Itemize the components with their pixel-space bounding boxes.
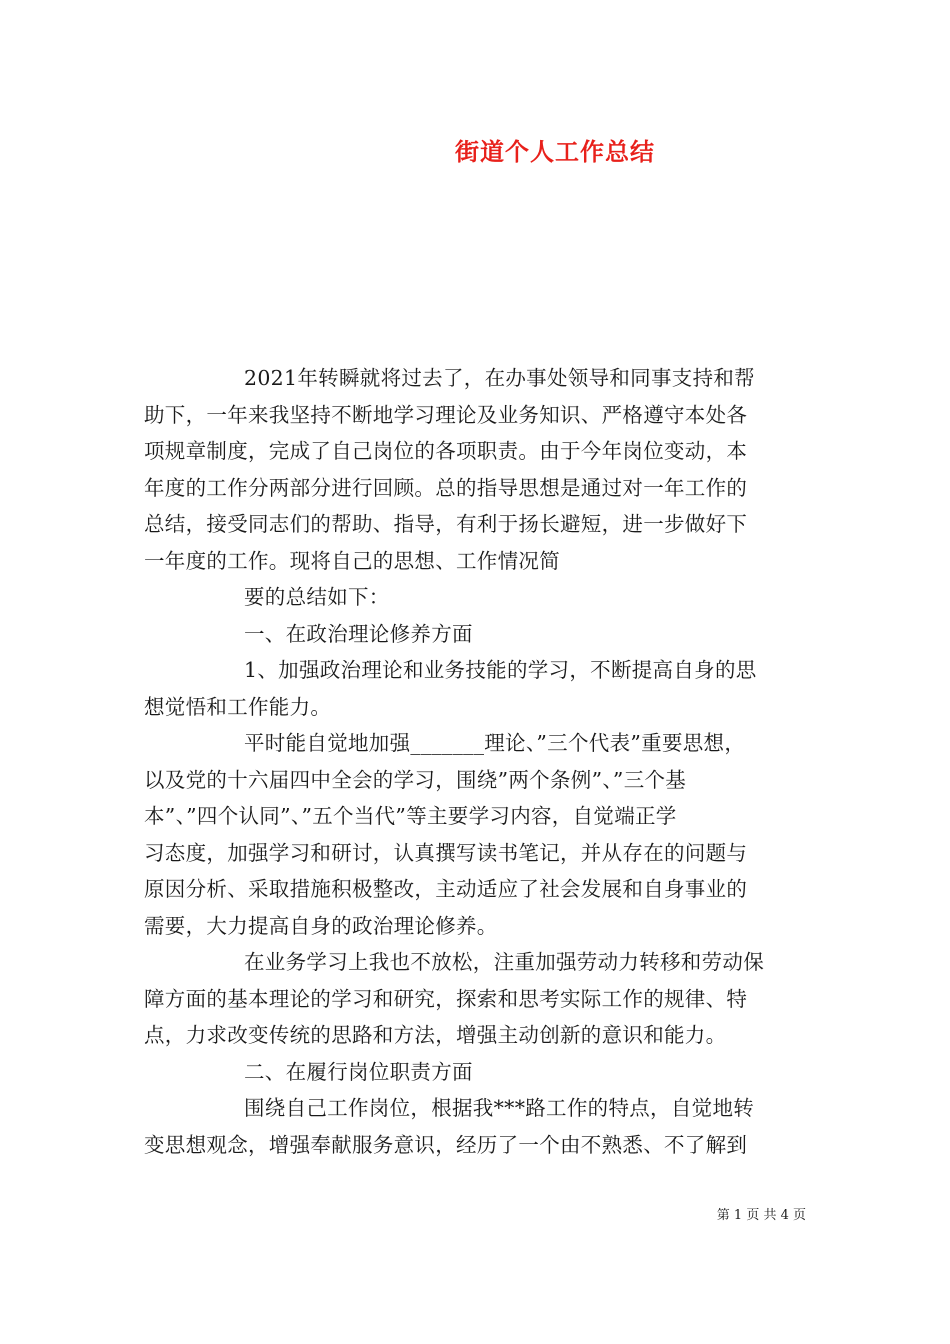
- text-line: 习态度，加强学习和研讨，认真撰写读书笔记，并从存在的问题与: [144, 840, 748, 865]
- text-line: 年度的工作分两部分进行回顾。总的指导思想是通过对一年工作的: [144, 475, 748, 500]
- text-line: 总结，接受同志们的帮助、指导，有利于扬长避短，进一步做好下: [144, 512, 748, 536]
- text-line: 点，力求改变传统的思路和方法，增强主动创新的意识和能力。: [144, 1023, 727, 1047]
- text-line: 障方面的基本理论的学习和研究，探索和思考实际工作的规律、特: [144, 986, 748, 1011]
- text-line: 在业务学习上我也不放松，注重加强劳动力转移和劳动保: [244, 950, 764, 974]
- text-line: 助下，一年来我坚持不断地学习理论及业务知识、严格遵守本处各: [144, 402, 748, 427]
- document-body: [144, 360, 806, 1163]
- text-line: 原因分析、采取措施积极整改，主动适应了社会发展和自身事业的: [144, 877, 748, 901]
- text-line: 以及党的十六届四中全会的学习，围绕”两个条例”、”三个基: [144, 767, 687, 792]
- text-line: 项规章制度，完成了自己岗位的各项职责。由于今年岗位变动，本: [144, 439, 748, 463]
- text-line: 需要，大力提高自身的政治理论修养。: [144, 913, 498, 938]
- text-line: 围绕自己工作岗位，根据我***路工作的特点，自觉地转: [244, 1096, 755, 1120]
- text-line: 想觉悟和工作能力。: [144, 694, 332, 719]
- text-line: 一、在政治理论修养方面: [244, 621, 473, 646]
- document-title: 街道个人工作总结: [455, 138, 655, 166]
- text-line: 要的总结如下：: [244, 585, 390, 609]
- text-line: 1、加强政治理论和业务技能的学习，不断提高自身的思: [244, 658, 757, 682]
- text-line: 2021年转瞬就将过去了，在办事处领导和同事支持和帮: [244, 366, 755, 390]
- text-line: 本”、”四个认同”、”五个当代”等主要学习内容，自觉端正学: [144, 804, 677, 828]
- text-line: 平时能自觉地加强_______理论、”三个代表”重要思想，: [244, 731, 746, 755]
- text-line: 二、在履行岗位职责方面: [244, 1059, 473, 1084]
- text-line: 一年度的工作。现将自己的思想、工作情况简: [144, 548, 560, 573]
- text-line: 变思想观念，增强奉献服务意识，经历了一个由不熟悉、不了解到: [144, 1132, 748, 1157]
- page-footer: 第 1 页 共 4 页: [716, 1208, 806, 1223]
